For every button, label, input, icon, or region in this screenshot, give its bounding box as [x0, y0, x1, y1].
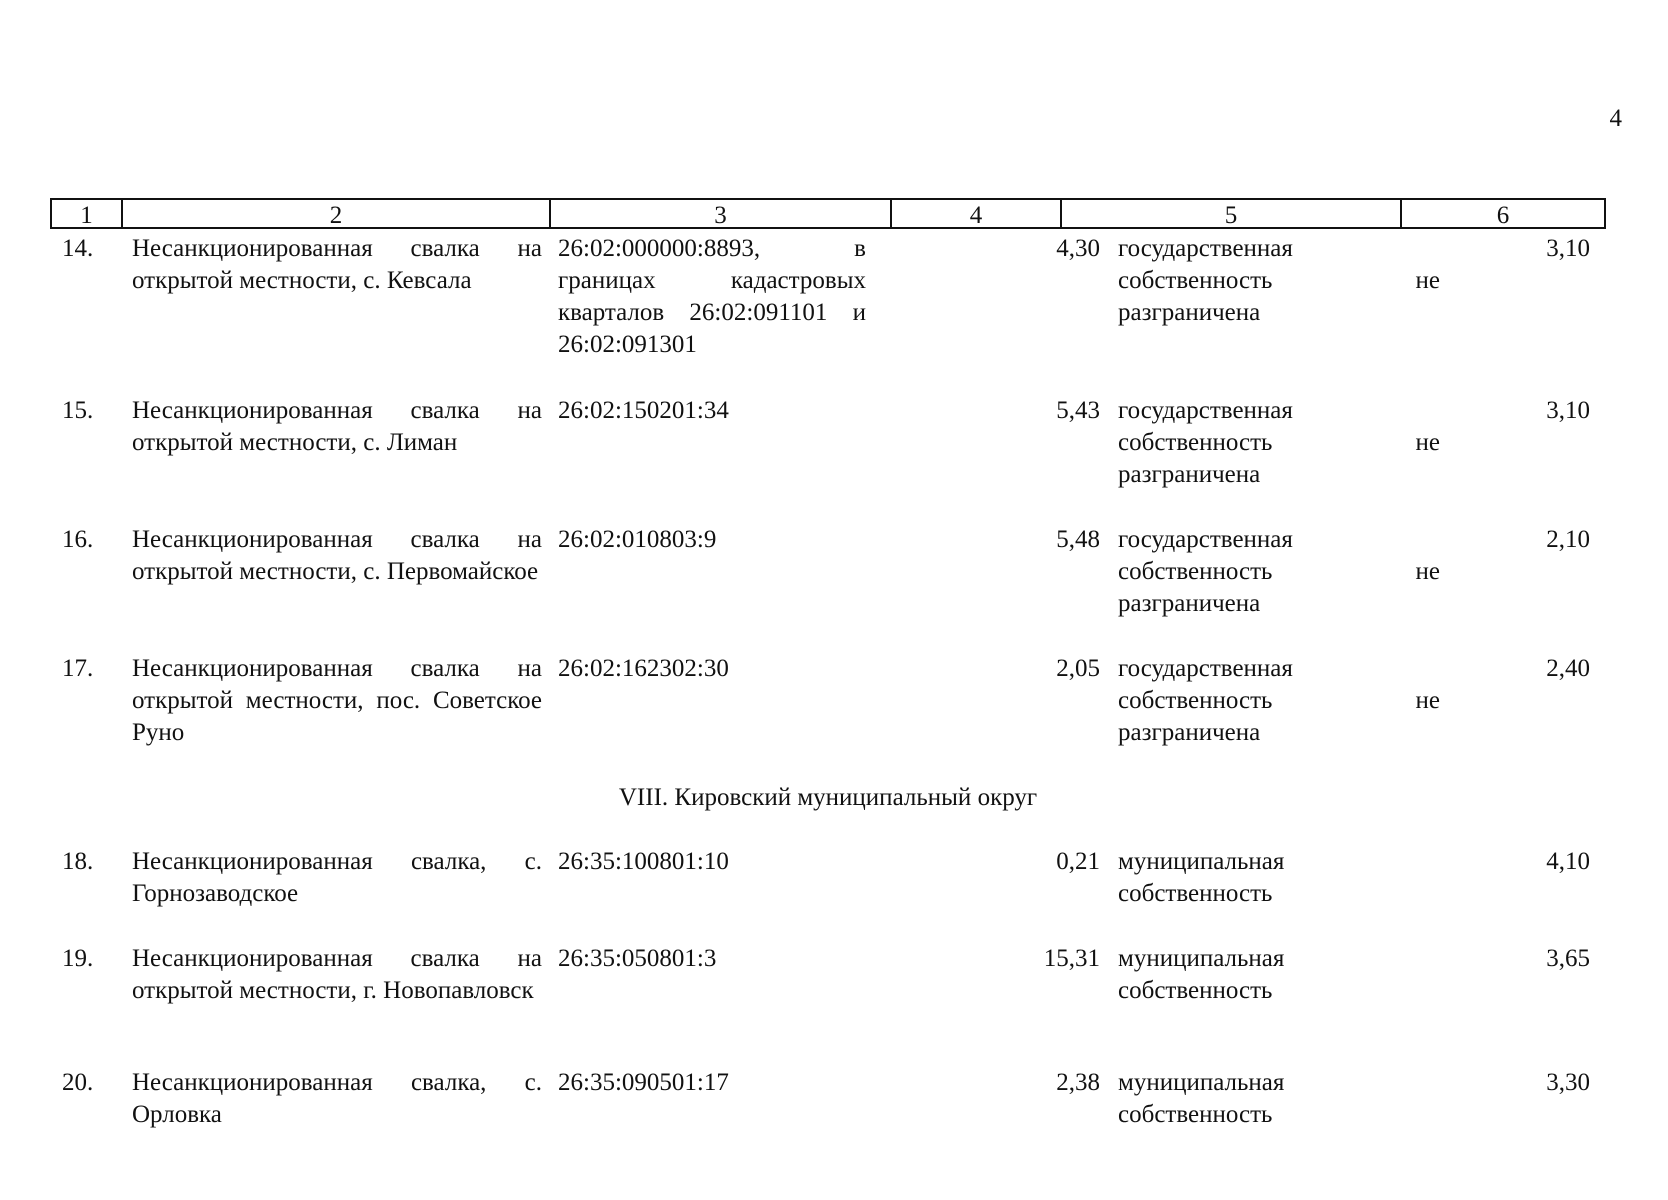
object-name: Несанкционированная свалка на открытой местности, пос. Советское Руно: [132, 655, 542, 746]
area-value: 15,31: [1043, 945, 1100, 972]
table-row: [50, 1067, 1606, 1137]
page-number: 4: [1609, 105, 1622, 132]
object-name: Несанкционированная свалка, с. Горнозаводское: [132, 848, 542, 907]
row-number: 16.: [62, 526, 94, 553]
object-name: Несанкционированная свалка, с. Орловка: [132, 1069, 542, 1128]
ownership-type: государственная собственность не разграничена: [1118, 526, 1440, 617]
cadastral-number: 26:35:090501:17: [558, 1069, 729, 1096]
cadastral-number: 26:02:162302:30: [558, 655, 729, 682]
ownership-type: муниципальная собственность: [1118, 1069, 1285, 1128]
ownership-type: государственная собственность не разграничена: [1118, 655, 1440, 746]
header-col-5: 5: [1062, 200, 1402, 227]
value-cell: 3,10: [1546, 397, 1590, 424]
cadastral-number: 26:02:000000:8893, в границах кадастровых кварталов 26:02:091101 и 26:02:091301: [558, 235, 866, 358]
ownership-type: муниципальная собственность: [1118, 848, 1285, 907]
row-number: 17.: [62, 655, 94, 682]
header-col-1: 1: [52, 200, 123, 227]
header-col-3: 3: [551, 200, 892, 227]
cadastral-number: 26:02:010803:9: [558, 526, 717, 553]
area-value: 5,43: [1056, 397, 1100, 424]
table-row: [50, 524, 1606, 653]
ownership-type: государственная собственность не разграничена: [1118, 235, 1440, 326]
ownership-type: муниципальная собственность: [1118, 945, 1285, 1004]
value-cell: 2,10: [1546, 526, 1590, 553]
object-name: Несанкционированная свалка на открытой местности, г. Новопавловск: [132, 945, 542, 1004]
object-name: Несанкционированная свалка на открытой местности, с. Лиман: [132, 397, 542, 456]
header-col-2: 2: [123, 200, 551, 227]
table-body: [50, 233, 1606, 1137]
table-row: [50, 943, 1606, 1067]
area-value: 0,21: [1056, 848, 1100, 875]
area-value: 4,30: [1056, 235, 1100, 262]
value-cell: 3,65: [1546, 945, 1590, 972]
table-row: [50, 395, 1606, 524]
cadastral-number: 26:35:050801:3: [558, 945, 717, 972]
table-header-row: [50, 198, 1606, 229]
row-number: 14.: [62, 235, 94, 262]
object-name: Несанкционированная свалка на открытой местности, с. Первомайское: [132, 526, 542, 585]
ownership-type: государственная собственность не разграничена: [1118, 397, 1440, 488]
table-row: [50, 653, 1606, 782]
value-cell: 2,40: [1546, 655, 1590, 682]
row-number: 19.: [62, 945, 94, 972]
header-col-4: 4: [892, 200, 1062, 227]
table-row: [50, 846, 1606, 943]
header-col-6: 6: [1496, 202, 1510, 229]
cadastral-number: 26:35:100801:10: [558, 848, 729, 875]
value-cell: 3,30: [1546, 1069, 1590, 1096]
section-title: VIII. Кировский муниципальный округ: [618, 784, 1038, 811]
area-value: 2,05: [1056, 655, 1100, 682]
cadastral-number: 26:02:150201:34: [558, 397, 729, 424]
area-value: 5,48: [1056, 526, 1100, 553]
row-number: 20.: [62, 1069, 94, 1096]
area-value: 2,38: [1056, 1069, 1100, 1096]
table-row: [50, 233, 1606, 395]
value-cell: 4,10: [1546, 848, 1590, 875]
value-cell: 3,10: [1546, 235, 1590, 262]
row-number: 15.: [62, 397, 94, 424]
row-number: 18.: [62, 848, 94, 875]
object-name: Несанкционированная свалка на открытой местности, с. Кевсала: [132, 235, 542, 294]
